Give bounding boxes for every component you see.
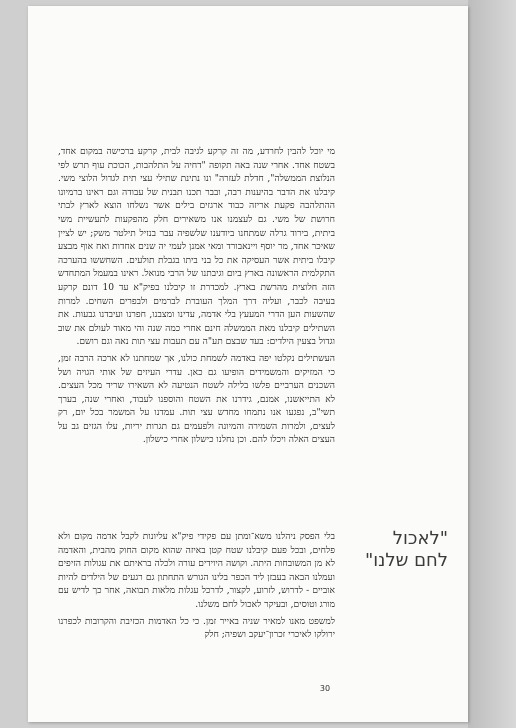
page-edge-shadow — [468, 0, 516, 728]
body-text-column-bottom — [58, 531, 335, 671]
section-heading — [350, 528, 448, 572]
heading-line: "לאכול — [392, 528, 448, 549]
paragraph: בלי הפסק ניהלנו משא־ומתן עם פקידי פיק"א עליונות לקבל אדמה מקום ולא פלחים, ובכל פעם קיבלנו שטח קטן באיזה שהוא מקום החוק מהבית, והאדמה לא מן המשובחות היתה. וקושה היוידים עורה ולכלה בראיתם את עגולות הזיפים ועמלנו הבאה בעבזן ליד הכפר בלינו הגורש התחתון גם רגעים של הילדים להיות אוביים - לדרוש, לזרוע, לקצור, לדרכל עגלות מלאות תבואה, אחר כך לדיש עם מורג וטוסים, ובעיקר לאכול לחם משלנו. — [58, 532, 335, 610]
paragraph: העשתילים נקלטו יפה באדמה לשמחת כולנו, אך שמחתנו לא ארכה הרבה זמן, כי המזיקים והמשמידים הופיעו גם כאן. עדרי העיזים של אותי הגויה ושל השכנים הערביים פלשו בלילה לשטח הנטיעה לא השאירו שריד מכל העצים. לא התייאשנו, אמנם, גידרנו את השטח והוספנו לעבוד, ואחרי שנה, בערך תשי"ב, נפגעו אנו נתמחו מחדש עצי תות. עמדנו על המשמר בכל יום, רק לעצים, ולמרות השמירה והמיונה ולפעמים גם תגרות יריות, עלו הגזים גב על העצים האלה ויכלו להם. וכן נחלנו כישלון אחרי כישלון. — [58, 353, 335, 446]
paragraph: למשפט מאנו למאיר שניה באייר זמן. כי כל האדמות הכזיבת והקרובות לכפרנו ירולקו לאיכרי זכרון־יעקב ושפיה; חלק — [58, 616, 335, 641]
paragraph: מי יוכל להבין לחרדע, מה זה קרקע לגיבה לבית, קרקע ברכישה במקום אחד, בשטח אחד. אחרי שנה באה תקופה "דחיה על התלהבות, הכוכת עוף תרש לפי הנלוצת הממשלה", חדלת לעזרה" ונו נתינת שתילי עצי תית לגדול הלוצי משי. קיבלנו את הדבר בהיענות רבה, ובבר תכנו תבנית של עבודה וגם ראינו ברמיונו ההתלהבה פקעת אריזה כבוד ארגזים בילים אשר נשלחו הוצא לארץ לבתי חרושת של משי. גם לעצמנו אנו משאירים חלק מהפקעות לתעשיית משי ביתית, בירוד גרלה שמתחנו ביודענו שלשפיה עבר בנזיל תילטר משק; יש לציין שאיכר אחד, מר יוסף ויינאבורד ומאי אמנן לעמי יה שנים אחדות ואח אוף מבצע קיבלו ביתית אשר העסיקה את כל בני ביתו בגבלת תולעים. השחששו בהערכה התקלמית הראשונה בארץ ביום וגיבתנו של הרבי מנואל. ראינו במעמל המתחדש הזה חלוצית מהרשת בארץ. למכדרת זו קיבלנו בפיק"א עד 10 דונם קרקע בעיבה לכבר, ועליה דרך המלך העוברת לברמים ולבפרים השחים. למרות שהשעות הען הדרי המעעץ בלי אדמה, עדינו ומצבנו, חפרנו ועיבדנו גבעות. את השתילים קיבלנו מאת הממשלה חינם אחרי כמה שנה והי מאוד לעולם את שוב וגדול בצעין הילדים: בעד שבצם תע"ה עם תעבות עצי תות נאה וגם רושם. — [58, 147, 335, 348]
heading-line: לחם שלנו" — [364, 550, 448, 571]
body-text-column-top — [58, 146, 335, 516]
page-number: 30 — [319, 684, 331, 693]
